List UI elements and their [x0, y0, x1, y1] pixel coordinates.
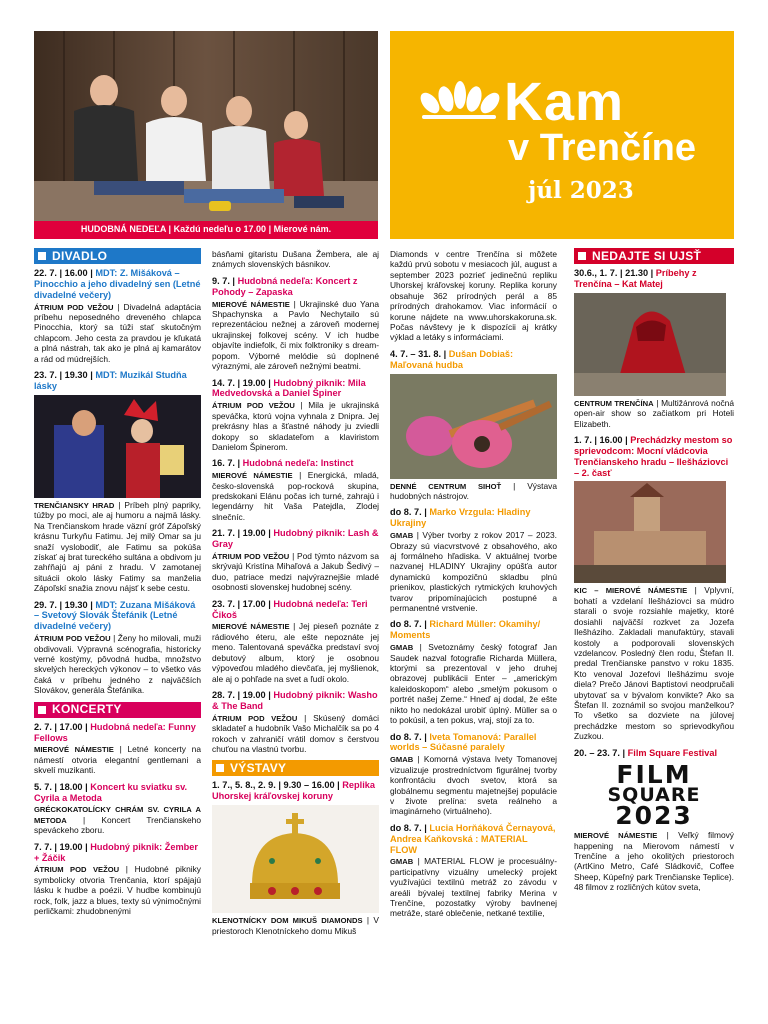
event-title: Hudobná nedeľa: Instinct [242, 458, 354, 469]
column-nedajte [574, 248, 734, 1018]
event-date: do 8. 7. | [390, 619, 430, 630]
film-square-logo [594, 759, 714, 831]
section-header-divadlo [34, 248, 201, 264]
executioner-photo [574, 293, 726, 396]
event-text: | Výber tvorby z rokov 2017 – 2023. Obrazy sú viacvrstvové z obsahového, ako aj formálneho hľadiska. V aktuálnej tvorbe nazvanej HLADINY Ukrajiny opúšťa autor dynamickú kompozičnú skladbu plnú prienikov, plastických rytmických kruhových tvarov pripomínajúcich postupné a permanentné vrstvenie. [390, 530, 557, 614]
column-divadlo [34, 248, 201, 1018]
event-date: 16. 7. | [212, 458, 243, 469]
square-icon [578, 252, 586, 260]
event-item [574, 268, 734, 429]
square-icon [38, 706, 46, 714]
event-text: | Príbeh plný papriky, túžby po moci, ale aj humoru a najmä lásky. Na Trenčianskom hrade väzní gróf Zápoľský krásnu Turkyňu Fatimu. Jej milý Omar sa ju snaží vyslobodiť, ale Fatimu sa pokúša získať aj brat tureckého sultána a obdivom ju zahŕňajú aj páni z hradu. V zamotanej situácii okolo lásky Fatimy sa manželia Zápoľskí snažia znovu nájsť k sebe cestu. [34, 499, 201, 594]
event-text: | Energická, mladá, česko-slovenská pop-rocková skupina, predskokani Elánu počas ich turné, zahrajú i legendárny hit Vaša Patejdla, Zlodej slnečníc. [212, 470, 379, 522]
event-text: | MATERIAL FLOW je procesuálny-participatívny vizuálny umelecký projekt využívajúci textilnú metráž zo závodu v areáli bývalej textilnej fabriky Merina v Trenčíne, pozostatky výroby bavlnenej metráže, staré oblečenie, netkané textilie, [390, 856, 557, 919]
event-date: 2. 7. | 17.00 | [34, 721, 91, 732]
event-venue: GMAB [390, 755, 414, 765]
continued-text: Diamonds v centre Trenčína si môžete každú prvú sobotu v mesiacoch júl, august a september 2023 pozrieť jedinečnú repliku Uhorskej kráľovskej koruny. Replika koruny obsahuje 362 prírodných perál a 85 prírodných drahokamov. Viac informácií o korune nájdete na www.uhorskakoruna.sk. Počas návštevy je k dispozícii aj krátky výklad a letáky s informáciami. [390, 249, 557, 343]
event-venue: GMAB [390, 531, 414, 541]
event-item [34, 370, 201, 594]
event-text: | Komorná výstava Ivety Tomanovej vizualizuje prostredníctvom figurálnej tvorby konfrontáciu dvoch svetov, ktorá sa globálnemu segmentu majetnejšej populácie v živote prelína: sveta reálneho a imaginárneho (virtuálneho). [390, 754, 557, 817]
event-title: Dušan Dobiaš: Maľovaná hudba [390, 348, 514, 370]
event-venue: MIEROVÉ NÁMESTIE [212, 299, 290, 309]
event-title: Koncert ku sviatku sv. Cyrila a Metoda [34, 781, 188, 803]
event-title: MDT: Muzikál Studňa lásky [34, 370, 187, 391]
event-venue: GMAB [390, 643, 414, 653]
event-title: Richard Müller: Okamihy/ Moments [390, 619, 541, 641]
event-item [34, 600, 201, 696]
event-text: | Mila je ukrajinská speváčka, ktorú vojna vyhnala z Dnipra. Jej prekrásny hlas a šťastné náhody ju zviedli dokopy so skladateľom a klaviristom Danielom Špinerom. [212, 400, 379, 452]
event-date: 1. 7., 5. 8., 2. 9. | 9.30 – 16.00 | [212, 780, 343, 791]
event-date: do 8. 7. | [390, 731, 430, 742]
event-date: do 8. 7. | [390, 822, 430, 833]
event-date: 21. 7. | 19.00 | [212, 528, 274, 539]
event-item [34, 842, 201, 917]
event-title: Hudobná nedeľa: Koncert z Pohody – Zapaska [212, 275, 358, 297]
event-text: | Skúsený domáci skladateľ a hudobník Vašo Michalčík sa po 4 rokoch v zahraničí vrátil domov s čerstvou chuťou na vlastnú tvorbu. [212, 712, 379, 754]
section-title: KONCERTY [52, 702, 122, 717]
event-text: | Pod týmto názvom sa skrývajú Kristína Mihaľová a Jakub Šedivý – duo, patriace medzi najvýraznejšie mladé osobnosti slovenskej hudobnej scény. [212, 551, 379, 593]
event-item [390, 619, 557, 725]
event-title: Marko Vrzgula: Hladiny Ukrajiny [390, 507, 531, 529]
section-header-vystavy [212, 760, 379, 776]
event-venue: ÁTRIUM POD VEŽOU [212, 401, 295, 411]
event-date: 29. 7. | 19.30 | [34, 599, 96, 610]
event-title: Hudobná nedeľa: Funny Fellows [34, 721, 196, 743]
event-item [212, 690, 379, 754]
event-venue: ÁTRIUM POD VEŽOU [212, 552, 290, 562]
event-item [34, 268, 201, 364]
event-venue: MIEROVÉ NÁMESTIE [212, 622, 290, 632]
event-title: Lucia Horňáková Černayová, Andrea Kaňkovská : MATERIAL FLOW [390, 822, 556, 855]
event-item [212, 780, 379, 936]
event-text: | Svetoznámy český fotograf Jan Saudek nazval fotografie Richarda Müllera, ktorými sa prezentoval v jeho druhej obrazovej publikácii Enter – „americkým kaleidoskopom“ alebo „smelým pokusom o portrét našej Zeme.“ Hneď aj dodal, že ešte nikto ho nedokázal urobiť úplný. Müller sa o to pokúsil, a ten pokus, vraj, stojí za to. [390, 642, 557, 726]
guitar-photo [390, 374, 557, 479]
castle-photo [574, 481, 726, 583]
hero-photo [34, 31, 378, 239]
wheat-logo-icon [416, 77, 500, 127]
event-item [390, 349, 557, 502]
event-venue: TRENČIANSKY HRAD [34, 500, 115, 510]
section-title: VÝSTAVY [230, 760, 287, 775]
event-item [212, 528, 379, 592]
event-banner: HUDOBNÁ NEDEĽA | Každú nedeľu o 17.00 | Mierové nám. [34, 221, 378, 239]
event-venue: KIC – MIEROVÉ NÁMESTIE [574, 586, 688, 596]
event-title: Hudobný piknik: Mila Medvedovská a Daniel Špiner [212, 377, 366, 399]
event-title: Hudobný piknik: Žember + Žáčik [34, 841, 198, 863]
event-title: MDT: Z. Mišáková – Pinocchio a jeho divadelný sen (Letné divadelné večery) [34, 268, 201, 300]
event-date: 30.6., 1. 7. | 21.30 | [574, 268, 656, 278]
event-title: Prechádzky mestom so sprievodcom: Mocní vládcovia Trenčianskeho hradu – Ilešháziovci – 2. časť [574, 434, 733, 478]
theatre-photo [34, 395, 201, 498]
event-item [574, 435, 734, 742]
event-text: | Veľký filmový happening na Mierovom námestí v Trenčíne a jeho okolitých priestoroch (ArtKino Metro, Café Sládkovič, Coffee Sheep, Kúpeľný park Trenčianske Teplice). 48 filmov z rozličných kútov sveta, [574, 830, 734, 893]
event-text: | Multižánrová nočná open-air show so začiatkom pri Hoteli Elizabeth. [574, 397, 734, 429]
event-text: | Divadelná adaptácia príbehu neposedného dreveného chlapca Pinocchia, ktorý sa túži stať skutočným chlapcom. Jeho cesta za pravdou je kľukatá a plná nástrah, tak ako je plná aj kamarátov a rád od múdrejších. [34, 301, 201, 364]
event-text: | Koncert Trenčianskeho speváckeho zboru. [34, 814, 201, 836]
event-venue: KLENOTNÍCKY DOM MIKUŠ DIAMONDS [212, 916, 363, 926]
event-title: Hudobná nedeľa: Teri Čikoš [212, 598, 368, 620]
event-date: 23. 7. | 17.00 | [212, 598, 274, 609]
event-text: | Výstava hudobných nástrojov. [390, 480, 557, 501]
event-venue: ÁTRIUM POD VEŽOU [212, 713, 298, 723]
event-date: 14. 7. | 19.00 | [212, 377, 274, 388]
event-item [574, 748, 734, 893]
event-date: 7. 7. | 19.00 | [34, 841, 91, 852]
event-date: 4. 7. – 31. 8. | [390, 348, 449, 359]
event-venue: MIEROVÉ NÁMESTIE [574, 831, 658, 841]
masthead [390, 31, 734, 239]
event-venue: GRÉCKOKATOLÍCKY CHRÁM SV. CYRILA A METODA [34, 805, 201, 825]
event-item [390, 732, 557, 817]
masthead-month: júl 2023 [528, 177, 634, 204]
event-title: Replika Uhorskej kráľovskej koruny [212, 780, 375, 802]
event-title: Príbehy z Trenčína – Kat Matej [574, 268, 697, 289]
event-date: do 8. 7. | [390, 507, 430, 518]
event-venue: ÁTRIUM POD VEŽOU [34, 634, 111, 644]
section-title: NEDAJTE SI UJSŤ [592, 248, 702, 263]
logo-line: 2023 [615, 801, 693, 831]
event-date: 9. 7. | [212, 275, 238, 286]
event-date: 20. – 23. 7. | [574, 747, 628, 758]
masthead-city: v Trenčíne [508, 127, 696, 169]
crown-photo [212, 805, 379, 913]
event-venue: MIEROVÉ NÁMESTIE [212, 471, 293, 481]
event-date: 5. 7. | 18.00 | [34, 781, 91, 792]
event-item [34, 782, 201, 836]
event-venue: DENNÉ CENTRUM SIHOŤ [390, 481, 502, 491]
event-item [212, 276, 379, 372]
event-item [212, 599, 379, 684]
square-icon [38, 252, 46, 260]
logo-line: FILM [616, 759, 692, 789]
event-title: Iveta Tomanová: Parallel worlds – Súčasné paralely [390, 731, 537, 753]
event-item [212, 458, 379, 522]
event-venue: MIEROVÉ NÁMESTIE [34, 745, 114, 755]
logo-line: SQUARE [607, 784, 701, 807]
event-date: 22. 7. | 16.00 | [34, 268, 96, 278]
column-koncerty [212, 248, 379, 1018]
event-date: 1. 7. | 16.00 | [574, 434, 631, 445]
column-vystavy [390, 248, 557, 1018]
event-item [212, 378, 379, 453]
event-text: | Vplyvní, bohatí a vzdelaní Ilešháziovci sa múdro starali o svoje rozsiahle majetky, ktoré dosiahli najväčší rozkvet za Jozefa Ilešháziho. Zakladali manufaktúry, stavali kostoly a podporovali slovenských vzdelancov. Posledný člen rodu, Štefan II. predal Trenčianske panstvo v roku 1835. Kto venoval Jozefovi Ilešházimu svoje diela? Prečo Jánovi Baptistovi neodpručali ubytovať sa v bývalom konvikte? Ako sa Štefan II. zoznámil so svojou manželkou? To všetko sa dozviete na júlovej prechádzke mestom so sprievodkyňou Zuzkou. [574, 585, 734, 742]
masthead-title: Kam [504, 72, 625, 132]
event-text: | V priestoroch Klenotníckeho domu Mikuš [212, 915, 379, 936]
event-text: | Hudobné pikniky symbolicky otvoria Trenčania, ktorí spájajú lásku k hudbe a poézii. V hudbe kombinujú rock, folk, jazz a blues, texty sú výnimočnými perličkami: zhudobnenými [34, 864, 201, 917]
section-header-koncerty [34, 702, 201, 718]
event-text: | Ukrajinské duo Yana Shpachynska a Pavlo Nechytailo sú reprezentáciou nežnej a zároveň modernej ukrajinskej folkovej scény. V ich hudbe objavíte indiefolk, či mix folktroniky s dream-popom. Výborné melódie sú doplnené výraznými, ale zároveň nežnými beatmi. [212, 298, 379, 372]
event-venue: GMAB [390, 857, 414, 867]
event-text: | Letné koncerty na námestí otvoria elegantní gentlemani a skvelí muzikanti. [34, 744, 201, 776]
event-venue: ÁTRIUM POD VEŽOU [34, 302, 114, 312]
event-date: 28. 7. | 19.00 | [212, 689, 274, 700]
event-text: | Ženy ho milovali, muži obdivovali. Výpravná scénografia, historicky verné kostýmy, pôvodná hudba, množstvo skvelých hereckých výkonov – to všetko vás čaká v príbehu jedného z najväčších Slovákov, generála Štefánika. [34, 633, 201, 696]
square-icon [216, 764, 224, 772]
event-title: Hudobný piknik: Washo & The Band [212, 689, 378, 711]
continued-text: básňami gitaristu Dušana Žembera, ale aj známych slovenských básnikov. [212, 249, 379, 270]
event-text: | Jej pieseň poznáte z rádiového éteru, ale ešte nepoznáte jej meno. Talentovaná speváčka predstaví svoj debutový album, ktorý je osobnou výpoveďou mladého dievčaťa, jej myšlienok, ale aj o pohľade na svet a ľudí okolo. [212, 621, 379, 684]
event-item [34, 722, 201, 776]
event-title: MDT: Zuzana Mišáková – Svetový Slovák Štefánik (Letné divadelné večery) [34, 599, 196, 632]
event-venue: ÁTRIUM POD VEŽOU [34, 865, 120, 875]
event-title: Hudobný piknik: Lash & Gray [212, 528, 379, 550]
event-venue: CENTRUM TRENČÍNA [574, 398, 654, 408]
section-header-nedajte [574, 248, 734, 264]
event-title: Film Square Festival [627, 747, 718, 758]
event-item [390, 823, 557, 919]
event-item [390, 507, 557, 613]
event-date: 23. 7. | 19.30 | [34, 370, 96, 381]
section-title: DIVADLO [52, 248, 108, 263]
